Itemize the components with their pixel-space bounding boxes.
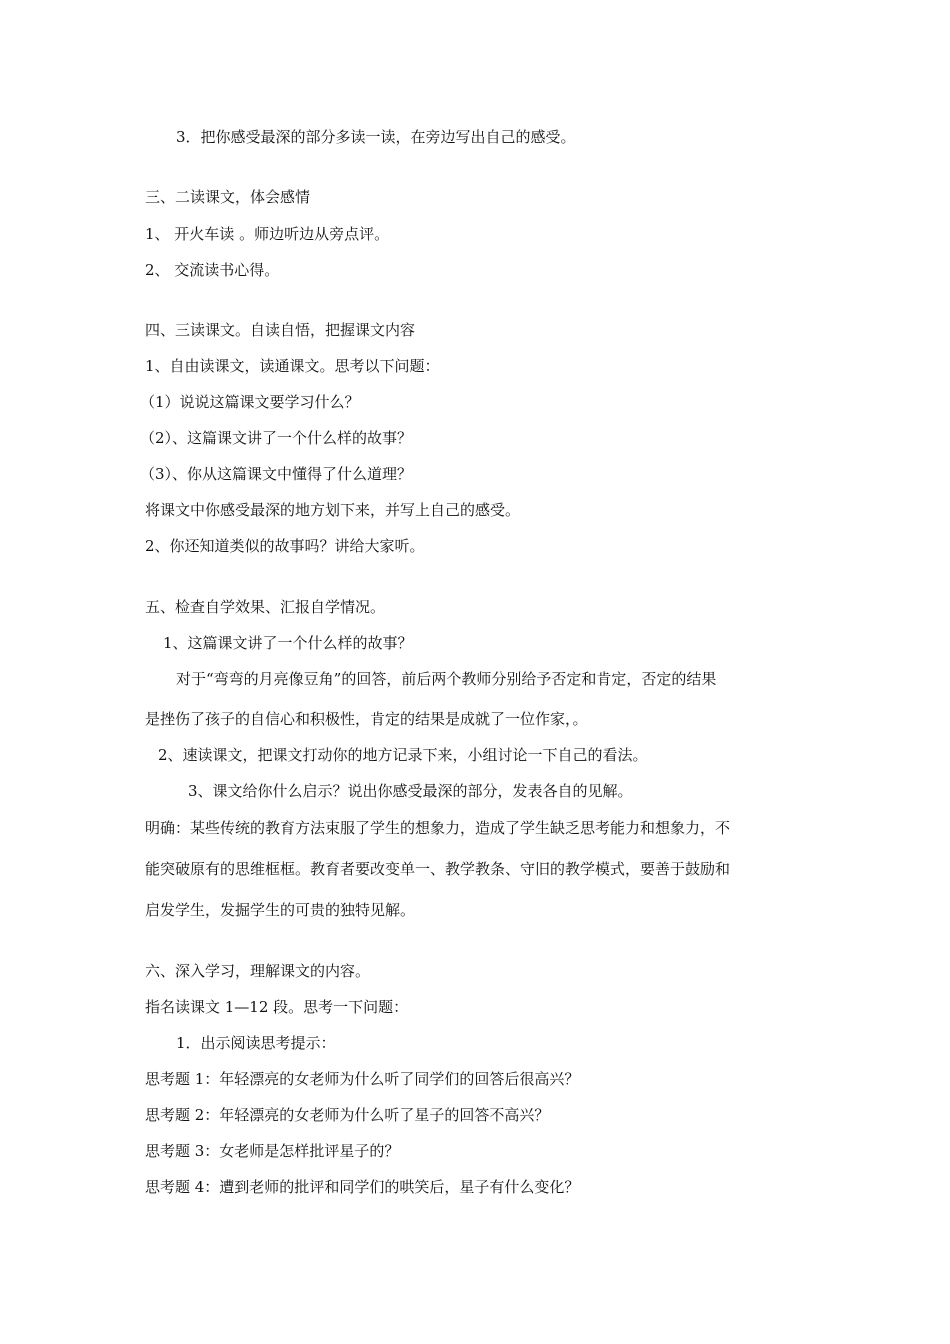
section-5-paragraph-line-2: 是挫伤了孩子的自信心和积极性，肯定的结果是成就了一位作家，。 bbox=[145, 710, 588, 728]
section-5-clarify-line-2: 能突破原有的思维框框。教育者要改变单一、教学教条、守旧的教学模式，要善于鼓励和 bbox=[145, 860, 731, 878]
section-4-instruction: 将课文中你感受最深的地方划下来，并写上自己的感受。 bbox=[145, 501, 521, 519]
section-3-item-2: 2、 交流读书心得。 bbox=[145, 261, 280, 279]
section-5-heading: 五、检查自学效果、汇报自学情况。 bbox=[145, 598, 386, 616]
section-5-item-3: 3、课文给你什么启示？说出你感受最深的部分，发表各自的见解。 bbox=[188, 782, 633, 800]
section-4-item-1: 1、自由读课文，读通课文。思考以下问题： bbox=[145, 357, 440, 375]
section-6-intro: 指名读课文 1—12 段。思考一下问题： bbox=[145, 998, 409, 1016]
section-6-question-2: 思考题 2：年轻漂亮的女老师为什么听了星子的回答不高兴？ bbox=[145, 1106, 550, 1124]
section-4-item-2: 2、你还知道类似的故事吗？讲给大家听。 bbox=[145, 537, 425, 555]
section-6-question-4: 思考题 4：遭到老师的批评和同学们的哄笑后，星子有什么变化？ bbox=[145, 1178, 580, 1196]
section-4-question-2: （2）、这篇课文讲了一个什么样的故事？ bbox=[140, 429, 413, 447]
section-5-item-2: 2、速读课文，把课文打动你的地方记录下来，小组讨论一下自己的看法。 bbox=[158, 746, 648, 764]
section-5-paragraph-line-1: 对于“弯弯的月亮像豆角”的回答，前后两个教师分别给予否定和肯定，否定的结果 bbox=[176, 670, 717, 688]
section-5-clarify-line-1: 明确：某些传统的教育方法束服了学生的想象力，造成了学生缺乏思考能力和想象力，不 bbox=[145, 819, 731, 837]
section-6-item-1: 1．出示阅读思考提示： bbox=[176, 1034, 336, 1052]
section-5-item-1: 1、这篇课文讲了一个什么样的故事？ bbox=[163, 634, 413, 652]
section-3-heading: 三、二读课文，体会感情 bbox=[145, 188, 311, 206]
section-5-clarify-line-3: 启发学生，发掘学生的可贵的独特见解。 bbox=[145, 901, 416, 919]
section-4-heading: 四、三读课文。自读自悟，把握课文内容 bbox=[145, 321, 416, 339]
section-6-heading: 六、深入学习，理解课文的内容。 bbox=[145, 962, 371, 980]
section-6-question-1: 思考题 1：年轻漂亮的女老师为什么听了同学们的回答后很高兴？ bbox=[145, 1070, 580, 1088]
section-3-item-1: 1、 开火车读 。师边听边从旁点评。 bbox=[145, 225, 390, 243]
section-4-question-3: （3）、你从这篇课文中懂得了什么道理？ bbox=[140, 465, 413, 483]
section-6-question-3: 思考题 3：女老师是怎样批评星子的？ bbox=[145, 1142, 400, 1160]
section-4-question-1: （1）说说这篇课文要学习什么？ bbox=[140, 393, 360, 411]
item-3-reflect: 3．把你感受最深的部分多读一读，在旁边写出自己的感受。 bbox=[176, 128, 576, 146]
